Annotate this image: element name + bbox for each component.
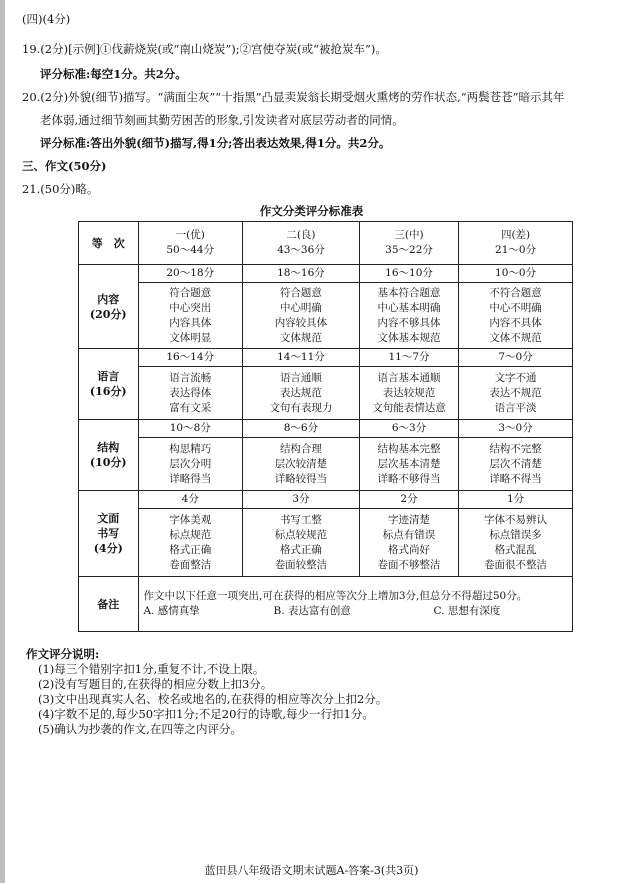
structure-label-name: 结构 <box>97 441 120 454</box>
language-label-name: 语言 <box>97 370 120 383</box>
table-title: 作文分类评分标准表 <box>259 204 364 218</box>
note-option-a: A. 感情真挚 <box>143 605 200 617</box>
grade-1-range: 50～44分 <box>166 244 215 256</box>
language-desc-1: 语言流畅 表达得体 富有文采 <box>138 367 242 420</box>
rule-3: (3)文中出现真实人名、校名或地名的,在获得的相应等次分上扣2分。 <box>38 692 388 706</box>
writing-desc-1: 字体美观 标点规范 格式正确 卷面整洁 <box>138 509 242 577</box>
note-label: 备注 <box>79 577 139 632</box>
rules-title: 作文评分说明: <box>26 647 100 661</box>
content-score-2: 18～16分 <box>242 265 359 283</box>
grade-2-name: 二(良) <box>286 229 316 241</box>
grade-2 <box>242 222 359 265</box>
note-option-b: B. 表达富有创意 <box>273 605 351 617</box>
language-label-points: (16分) <box>89 385 127 398</box>
content-score-4: 10～0分 <box>459 265 573 283</box>
structure-score-2: 8～6分 <box>242 420 359 438</box>
content-desc-3: 基本符合题意 中心基本明确 内容不够具体 文体基本规范 <box>359 283 458 349</box>
grade-1 <box>138 222 242 265</box>
language-desc-row <box>79 367 573 420</box>
content-label-name: 内容 <box>97 292 120 306</box>
rule-4: (4)字数不足的,每少50字扣1分;不足20行的诗歌,每少一行扣1分。 <box>38 707 374 721</box>
rule-2: (2)没有写题目的,在获得的相应分数上扣3分。 <box>38 677 273 691</box>
q19-scoring: 评分标准:每空1分。共2分。 <box>40 67 187 81</box>
structure-score-3: 6～3分 <box>359 420 458 438</box>
page-edge-shadow <box>0 0 5 883</box>
note-cell <box>138 577 572 632</box>
language-score-row <box>79 349 573 367</box>
content-score-1: 20～18分 <box>138 265 242 283</box>
structure-label-points: (10分) <box>89 456 127 469</box>
content-desc-4: 不符合题意 中心不明确 内容不具体 文体不规范 <box>459 283 573 349</box>
structure-label <box>79 420 139 491</box>
writing-desc-4: 字体不易辨认 标点错误多 格式混乱 卷面很不整洁 <box>459 509 573 577</box>
structure-score-4: 3～0分 <box>459 420 573 438</box>
grade-label: 等 次 <box>79 222 139 265</box>
content-label <box>79 265 139 349</box>
rule-5: (5)确认为抄袭的作文,在四等之内评分。 <box>38 722 242 736</box>
note-text: 作文中以下任意一项突出,可在获得的相应等次分上增加3分,但总分不得超过50分。 <box>143 590 528 602</box>
language-score-4: 7～0分 <box>459 349 573 367</box>
page-footer: 蓝田县八年级语文期末试题A-答案-3(共3页) <box>204 864 419 877</box>
content-label-points: (20分) <box>89 307 127 321</box>
grade-4-range: 21～0分 <box>495 244 537 256</box>
content-score-3: 16～10分 <box>359 265 458 283</box>
q20-scoring: 评分标准:答出外貌(细节)描写,得1分;答出表达效果,得1分。共2分。 <box>40 136 391 150</box>
grade-3-name: 三(中) <box>394 229 424 241</box>
structure-desc-3: 结构基本完整 层次基本清楚 详略不够得当 <box>359 438 458 491</box>
q20-answer-line1: 20.(2分)外貌(细节)描写。“满面尘灰”“十指黑”凸显卖炭翁长期受烟火熏烤的劳作状态,“两鬓苍苍”暗示其年 <box>22 90 565 104</box>
language-score-2: 14～11分 <box>242 349 359 367</box>
note-row <box>79 577 573 632</box>
content-score-row <box>79 265 573 283</box>
writing-score-4: 1分 <box>459 491 573 509</box>
writing-score-2: 3分 <box>242 491 359 509</box>
writing-score-row <box>79 491 573 509</box>
writing-desc-2: 书写工整 标点较规范 格式正确 卷面较整洁 <box>242 509 359 577</box>
rule-1: (1)每三个错别字扣1分,重复不计,不设上限。 <box>38 662 265 676</box>
language-score-1: 16～14分 <box>138 349 242 367</box>
writing-label-points: (4分) <box>93 542 123 555</box>
grade-header-row <box>79 222 573 265</box>
grade-4 <box>459 222 573 265</box>
structure-desc-4: 结构不完整 层次不清楚 详略不得当 <box>459 438 573 491</box>
writing-score-3: 2分 <box>359 491 458 509</box>
content-desc-1: 符合题意 中心突出 内容具体 文体明显 <box>138 283 242 349</box>
content-desc-2: 符合题意 中心明确 内容较具体 文体规范 <box>242 283 359 349</box>
structure-desc-row <box>79 438 573 491</box>
language-desc-3: 语言基本通顺 表达较规范 文句能表情达意 <box>359 367 458 420</box>
writing-score-1: 4分 <box>138 491 242 509</box>
q21-answer: 21.(50分)略。 <box>22 182 99 196</box>
grade-4-name: 四(差) <box>500 229 531 241</box>
q19-answer: 19.(2分)[示例]①伐薪烧炭(或“南山烧炭”);②宫使夺炭(或“被抢炭车”)。 <box>22 42 387 56</box>
content-desc-row <box>79 283 573 349</box>
writing-label <box>79 491 139 577</box>
grade-3-range: 35～22分 <box>385 244 433 256</box>
structure-desc-2: 结构合理 层次较清楚 详略较得当 <box>242 438 359 491</box>
writing-label-name-2: 书写 <box>97 527 120 540</box>
q20-answer-line2: 老体弱,通过细节刻画其勤劳困苦的形象,引发读者对底层劳动者的同情。 <box>40 113 404 127</box>
writing-desc-row <box>79 509 573 577</box>
section-header: (四)(4分) <box>22 12 71 26</box>
language-score-3: 11～7分 <box>359 349 458 367</box>
structure-desc-1: 构思精巧 层次分明 详略得当 <box>138 438 242 491</box>
grade-3 <box>359 222 458 265</box>
language-desc-2: 语言通顺 表达规范 文句有表现力 <box>242 367 359 420</box>
language-label <box>79 349 139 420</box>
grade-1-name: 一(优) <box>175 229 205 241</box>
note-option-c: C. 思想有深度 <box>433 605 501 617</box>
language-desc-4: 文字不通 表达不规范 语言平淡 <box>459 367 573 420</box>
writing-desc-3: 字迹清楚 标点有错误 格式尚好 卷面不够整洁 <box>359 509 458 577</box>
note-options <box>144 604 567 619</box>
structure-score-row <box>79 420 573 438</box>
writing-label-name: 文面 <box>97 512 120 525</box>
structure-score-1: 10～8分 <box>138 420 242 438</box>
grade-2-range: 43～36分 <box>277 244 325 256</box>
scoring-table <box>78 221 573 632</box>
part3-heading: 三、作文(50分) <box>22 159 107 173</box>
